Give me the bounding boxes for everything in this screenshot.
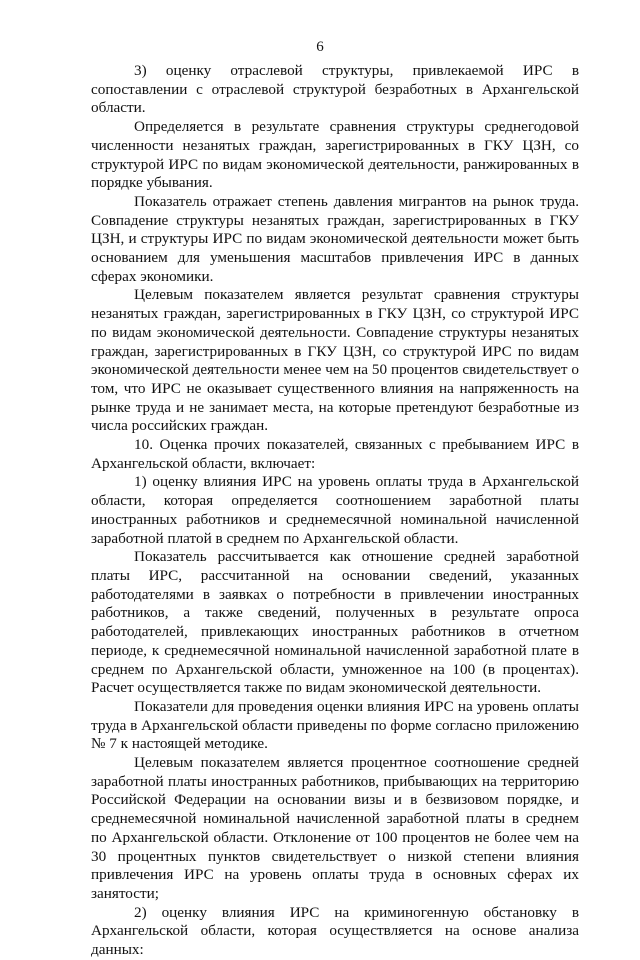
paragraph-target-indicator-structure: Целевым показателем является результат сравнения структуры незанятых граждан, зарегистрированных в ГКУ ЦЗН, со структурой ИРС по видам экономической деятельности. Совпадение структуры незанятых граждан, зарегистрированных в ГКУ ЦЗН, со структурой ИРС по видам экономической деятельности менее чем на 50 процентов свидетельствует о том, что ИРС не оказывает существенного влияния на напряженность на рынке труда и не занимает места, на которые претендуют безработные из числа российских граждан.	[91, 286, 579, 435]
paragraph-wage-calculation: Показатель рассчитывается как отношение средней заработной платы ИРС, рассчитанной на основании сведений, указанных работодателями в заявках о потребности в привлечении иностранных работников, а также сведений, полученных в результате опроса работодателей, привлекающих иностранных работников в отчетном периоде, к среднемесячной номинальной начисленной заработной плате в среднем по Архангельской области, умноженное на 100 (в процентах). Расчет осуществляется также по видам экономической деятельности.	[91, 548, 579, 697]
paragraph-crime-impact-item: 2) оценку влияния ИРС на криминогенную обстановку в Архангельской области, которая осуществляется на основе анализа данных:	[91, 903, 579, 959]
paragraph-target-indicator-wage: Целевым показателем является процентное соотношение средней заработной платы иностранных работников, прибывающих на территорию Российской Федерации на основании визы и в безвизовом порядке, и среднемесячной номинальной начисленной заработной платы в среднем по Архангельской области. Отклонение от 100 процентов не более чем на 30 процентных пунктов свидетельствует о низкой степени влияния привлечения ИРС на уровень оплаты труда в основных сферах их занятости;	[91, 754, 579, 902]
paragraph-section-10-heading: 10. Оценка прочих показателей, связанных с пребыванием ИРС в Архангельской области, включает:	[91, 436, 579, 472]
paragraph-appendix-reference: Показатели для проведения оценки влияния ИРС на уровень оплаты труда в Архангельской области приведены по форме согласно приложению № 7 к настоящей методике.	[91, 697, 579, 753]
page-number: 6	[316, 39, 324, 55]
paragraph-wage-impact-item: 1) оценку влияния ИРС на уровень оплаты труда в Архангельской области, которая определяется соотношением заработной платы иностранных работников и среднемесячной номинальной начисленной заработной платой в среднем по Архангельской области.	[91, 473, 579, 547]
document-body	[91, 62, 579, 960]
paragraph-migrant-pressure: Показатель отражает степень давления мигрантов на рынок труда. Совпадение структуры незанятых граждан, зарегистрированных в ГКУ ЦЗН, и структуры ИРС по видам экономической деятельности может быть основанием для уменьшения масштабов привлечения ИРС в данных сферах экономики.	[91, 192, 579, 285]
paragraph-structure-comparison-item: 3) оценку отраслевой структуры, привлекаемой ИРС в сопоставлении с отраслевой структурой безработных в Архангельской области.	[91, 62, 579, 117]
paragraph-determination-method: Определяется в результате сравнения структуры среднегодовой численности незанятых граждан, зарегистрированных в ГКУ ЦЗН, со структурой ИРС по видам экономической деятельности, ранжированных в порядке убывания.	[91, 118, 579, 192]
